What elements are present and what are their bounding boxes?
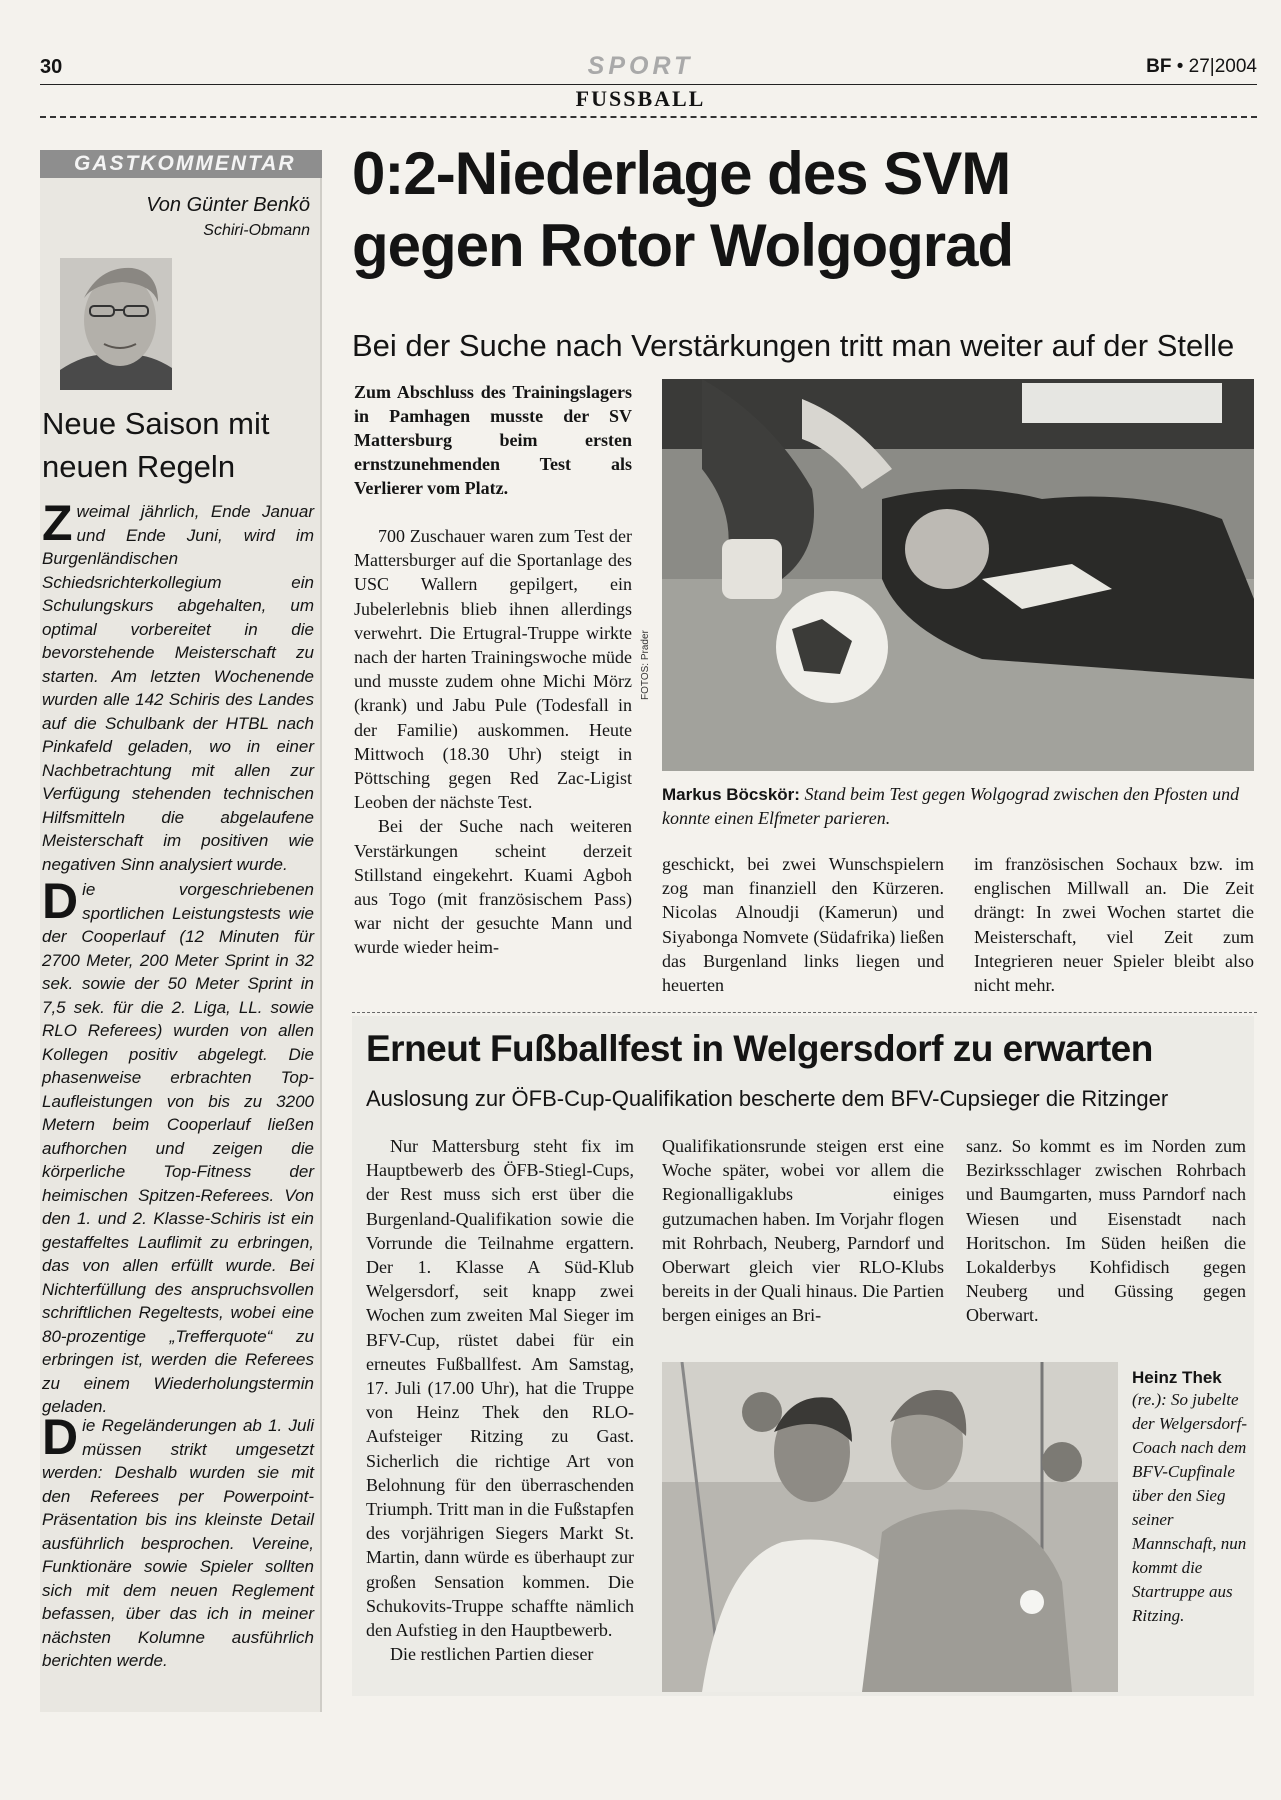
caption-text: (re.): So jubelte der Welgersdorf-Coach nach dem BFV-Cupfinale über den Sieg seiner Mannschaft, nun kommt die Startruppe aus Ritzing. [1132, 1390, 1248, 1625]
article2-col1-para2: Die restlichen Partien dieser [390, 1644, 594, 1665]
dropcap: D [42, 873, 79, 929]
article2-column-2 [662, 1134, 944, 1328]
article1-subhead: Bei der Suche nach Verstärkungen tritt man weiter auf der Stelle [352, 328, 1235, 363]
article1-column-1 [354, 524, 632, 960]
commentary-paragraph-1 [42, 495, 314, 876]
paragraph-text: weimal jährlich, Ende Januar und Ende Juni, wird im Burgenländischen Schiedsrichterkollegium ein Schulungskurs abgehalten, um optimal vorbereitet in die bevorstehende Meisterschaft zu starten. Am letzten Wochenende wurden alle 142 Schiris des Landes auf die Schulbank der HTBL nach Pinkafeld geladen, wo in einer Nachbetrachtung mit allen zur Verfügung stehenden technischen Hilfsmitteln die abgelaufene Meisterschaft im positiven wie negativen Sinn analysiert wurde. [42, 502, 314, 874]
article2-subhead: Auslosung zur ÖFB-Cup-Qualifikation bescherte dem BFV-Cupsieger die Ritzinger [366, 1086, 1169, 1111]
caption-text: Stand beim Test gegen Wolgograd zwischen den Pfosten und konnte einen Elfmeter parieren. [662, 784, 1240, 828]
commentary-paragraph-2 [42, 873, 314, 1419]
article1-headline [352, 138, 1262, 282]
dropcap: D [42, 1409, 79, 1465]
article1-col1-para2: Bei der Suche nach weiteren Verstärkungen scheint derzeit Stillstand eingekehrt. Kuami Agboh aus Togo (mit französischem Pass) war nicht der gesuchte Mann und wurde wieder heim- [354, 816, 632, 958]
article2-column-3 [966, 1134, 1246, 1328]
article-separator [352, 1012, 1257, 1013]
article2-photo-caption [1132, 1368, 1252, 1628]
page-number: 30 [40, 56, 63, 78]
section-title: SPORT [587, 52, 694, 80]
separator-dot: • [1176, 56, 1189, 77]
article2-col2-text: Qualifikationsrunde steigen erst eine Woche später, wobei vor allem die Regionalligaklubs einiges gutzumachen haben. Im Vorjahr flogen mit Rohrbach, Neuberg, Parndorf und Oberwart gleich vier RLO-Klubs bereits in der Quali hinaus. Die Partien bergen einiges an Bri- [662, 1136, 944, 1326]
article2-col1-para1: Nur Mattersburg steht fix im Hauptbewerb des ÖFB-Stiegl-Cups, der Rest muss sich erst über die Burgenland-Qualifikation sowie die Vorrunde die Teilnahme ergattern. Der 1. Klasse A Süd-Klub Welgersdorf, seit knapp zwei Wochen zum zweiten Mal Sieger im BFV-Cup, rüstet dabei für ein erneutes Fußballfest. Am Samstag, 17. Juli (17.00 Uhr), hat die Truppe von Heinz Thek den RLO-Aufsteiger Ritzing zu Gast. Sicherlich die richtige Art von Belohnung für den überraschenden Triumph. Tritt man in die Fußstapfen des vorjährigen Siegers Markt St. Martin, dann würde es überhaupt zur großen Sensation kommen. Die Schukovits-Truppe schaffte nämlich den Aufstieg in den Hauptbewerb. [366, 1136, 634, 1641]
paragraph-text: ie Regeländerungen ab 1. Juli müssen strikt umgesetzt werden: Deshalb wurden sie mit den Referees per Powerpoint-Präsentation bis ins kleinste Detail ausführlich besprochen. Vereine, Funktionäre sowie Spieler sollten sich mit dem neuen Reglement befassen, über das ich in meiner nächsten Kolumne ausführlich berichten werde. [42, 1416, 314, 1670]
article1-col2-text: geschickt, bei zwei Wunschspielern zog man finanziell den Kürzeren. Nicolas Alnoudji (Kamerun) und Siyabonga Nomvete (Südafrika) ließen das Burgenland links liegen und heuerten [662, 854, 944, 996]
commentary-title [42, 402, 312, 488]
subsection-title: FUSSBALL [575, 86, 706, 111]
article2-headline: Erneut Fußballfest in Welgersdorf zu erwarten [366, 1028, 1153, 1069]
paragraph-text: ie vorgeschriebenen sportlichen Leistungstests wie der Cooperlauf (12 Minuten für 2700 Meter, 200 Meter Sprint in 32 sek. sowie der 50 Meter Sprint in 7,5 sek. für die 2. Liga, LL. sowie RLO Referees) wurden von allen Kollegen positiv abgelegt. Die phasenweise erbrachten Top-Laufleistungen von bis zu 3200 Metern beim Cooperlauf ließen aufhorchen und zeigen die körperliche Top-Fitness der heimischen Spitzen-Referees. Von den 1. und 2. Klasse-Schiris ist ein gestaffeltes Lauflimit zu erbringen, das von allen erfüllt wurde. Bei Nichterfüllung des anspruchsvollen schriftlichen Regeltests, wobei eine 80-prozentige „Trefferquote“ zu erbringen ist, werden die Referees zu einem Wiederholungstermin geladen. [42, 880, 314, 1416]
issue-number: 27|2004 [1188, 56, 1257, 77]
commentary-title-line2: neuen Regeln [42, 449, 236, 484]
coaches-celebration-photo [662, 1362, 1118, 1692]
header-dashed-rule [40, 116, 1257, 118]
issue-info [1146, 56, 1257, 78]
header-rule [40, 84, 1257, 85]
commentary-paragraph-3 [42, 1409, 314, 1673]
article1-headline-line1: 0:2-Niederlage des SVM [352, 140, 1011, 207]
commentary-author-role: Schiri-Obmann [203, 222, 310, 239]
article2-column-1 [366, 1134, 634, 1666]
caption-name: Heinz Thek [1132, 1368, 1222, 1387]
article1-headline-line2: gegen Rotor Wolgograd [352, 212, 1014, 279]
dropcap: Z [42, 495, 73, 551]
article1-column-2 [662, 852, 944, 997]
commentary-title-line1: Neue Saison mit [42, 406, 270, 441]
commentary-label: GASTKOMMENTAR [40, 150, 322, 178]
caption-name: Markus Böcskör: [662, 785, 800, 804]
author-portrait [60, 258, 172, 390]
article2-col3-text: sanz. So kommt es im Norden zum Bezirksschlager zwischen Rohrbach und Baumgarten, muss Parndorf nach Wiesen und Eisenstadt nach Horitschon. Im Süden heißen die Lokalderbys Kohfidisch gegen Neuberg und Güssing gegen Oberwart. [966, 1136, 1246, 1326]
commentary-author: Von Günter Benkö [146, 194, 310, 216]
photo-credit: FOTOS: Prader [640, 630, 651, 700]
publication-name: BF [1146, 56, 1172, 77]
article1-col1-para1: 700 Zuschauer waren zum Test der Mattersburger auf die Sportanlage des USC Wallern gepilgert, ein Jubelerlebnis blieb ihnen allerdings verwehrt. Die Ertugral-Truppe wirkte nach der harten Trainingswoche müde und musste zudem ohne Michi Mörz (krank) und Jabu Pule (Todesfall in der Familie) auskommen. Heute Mittwoch (18.30 Uhr) steigt in Pöttsching gegen Red Zac-Ligist Leoben der nächste Test. [354, 526, 632, 813]
article1-column-3 [974, 852, 1254, 997]
goalkeeper-photo [662, 379, 1254, 771]
guest-commentary-sidebar [40, 150, 322, 1712]
article1-col3-text: im französischen Sochaux bzw. im englischen Millwall an. Die Zeit drängt: In zwei Wochen startet die Meisterschaft, viel Zeit zum Integrieren neuer Spieler bleibt also nicht mehr. [974, 854, 1254, 996]
article1-photo-caption [662, 782, 1254, 830]
article1-lead: Zum Abschluss des Trainingslagers in Pamhagen musste der SV Mattersburg beim ersten ernstzunehmenden Test als Verlierer vom Platz. [354, 382, 632, 498]
